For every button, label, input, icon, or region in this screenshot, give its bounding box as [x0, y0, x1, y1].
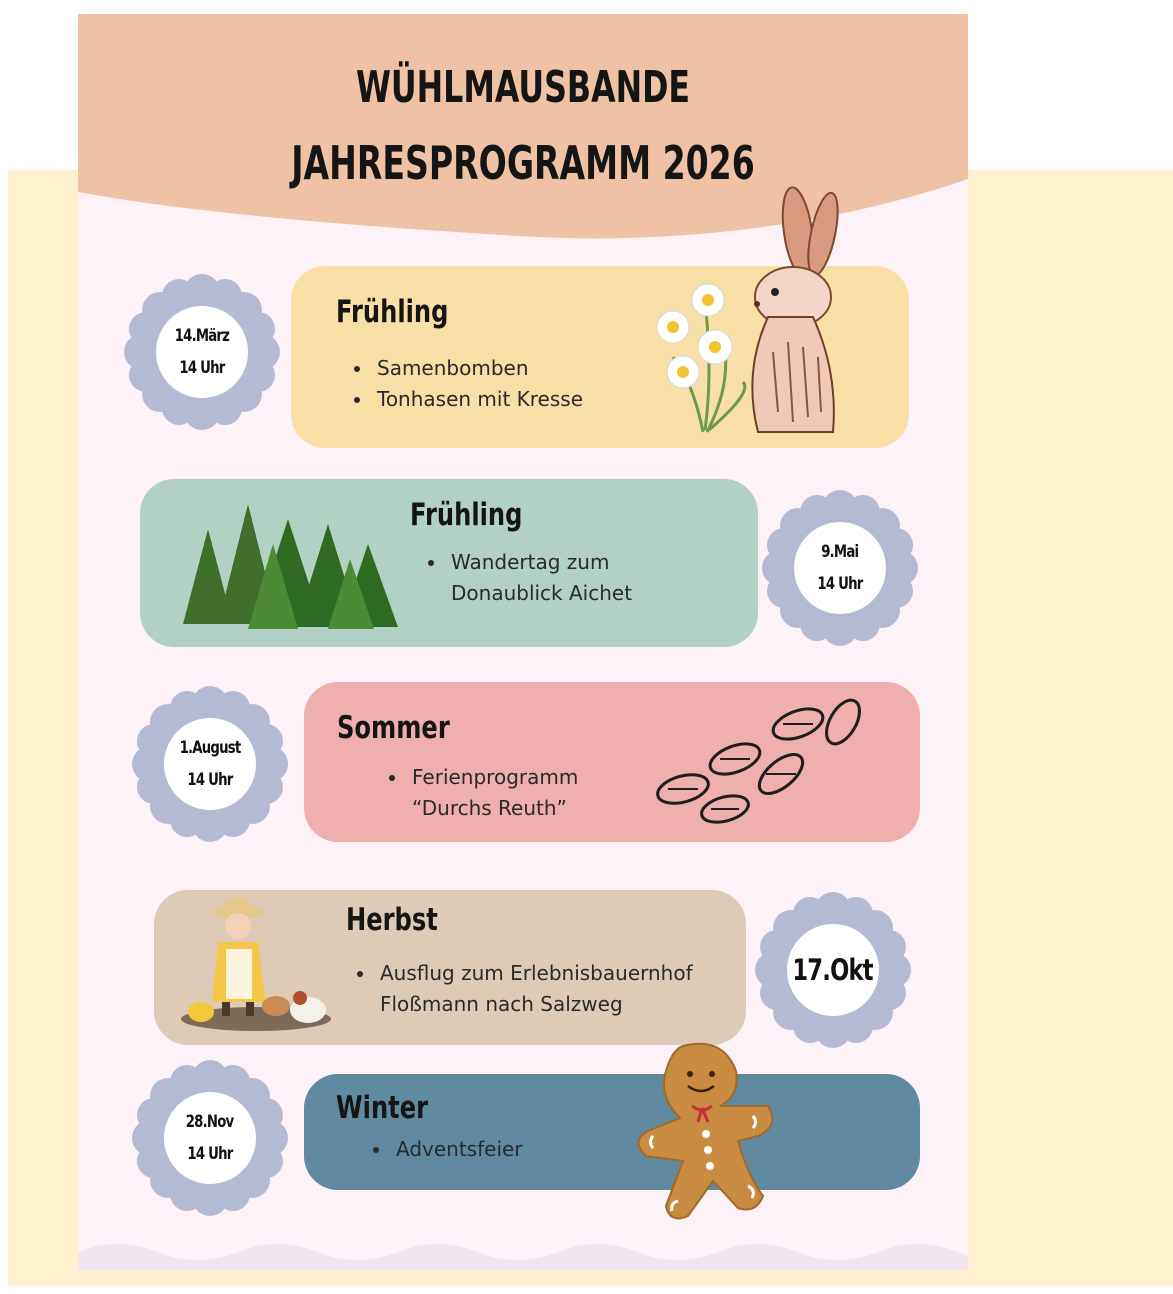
activity-list: [351, 353, 583, 415]
time-label: 14 Uhr: [187, 770, 233, 790]
time-label: 14 Uhr: [187, 1144, 233, 1164]
activity-item: • Samenbomben: [373, 353, 583, 384]
date-label: 9.Mai: [821, 542, 859, 562]
time-label: 14 Uhr: [817, 574, 863, 594]
date-badge: [753, 890, 913, 1050]
date-badge: [130, 1058, 290, 1218]
date-label: 1.August: [179, 738, 241, 758]
date-badge: [760, 488, 920, 648]
season-title: Frühling: [410, 497, 523, 533]
activity-list: [354, 958, 746, 1020]
season-title: Herbst: [346, 902, 438, 938]
date-badge: [122, 272, 282, 432]
farm-girl-chickens-icon: [176, 894, 336, 1034]
poster-title: WÜHLMAUSBANDE: [355, 62, 691, 113]
gingerbread-man-icon: [628, 1036, 778, 1226]
footprints-icon: [653, 694, 863, 829]
program-poster: [78, 14, 968, 1270]
activity-item: • Wandertag zum Donaublick Aichet: [447, 547, 707, 609]
forest-trees-icon: [178, 499, 403, 634]
activity-item: • Ferienprogramm “Durchs Reuth”: [408, 762, 628, 824]
activity-item: • Ausflug zum Erlebnisbauernhof Floßmann nach Salzweg: [376, 958, 746, 1020]
activity-list: [386, 762, 628, 824]
time-label: 14 Uhr: [179, 358, 225, 378]
activity-item: • Tonhasen mit Kresse: [373, 384, 583, 415]
date-label: 28.Nov: [186, 1112, 234, 1132]
date-badge: [130, 684, 290, 844]
date-label: 17.Okt: [792, 953, 874, 987]
poster-subtitle: JAHRESPROGRAMM 2026: [291, 136, 755, 190]
bottom-wave-border: [78, 1232, 968, 1270]
season-title: Winter: [336, 1090, 429, 1126]
date-label: 14.März: [174, 326, 230, 346]
rabbit-icon: [723, 182, 843, 447]
event-card-winter: [304, 1074, 920, 1190]
season-title: Sommer: [337, 710, 450, 746]
activity-item: • Adventsfeier: [392, 1134, 523, 1165]
activity-list: [425, 547, 707, 609]
activity-list: [370, 1134, 523, 1165]
season-title: Frühling: [336, 294, 449, 330]
